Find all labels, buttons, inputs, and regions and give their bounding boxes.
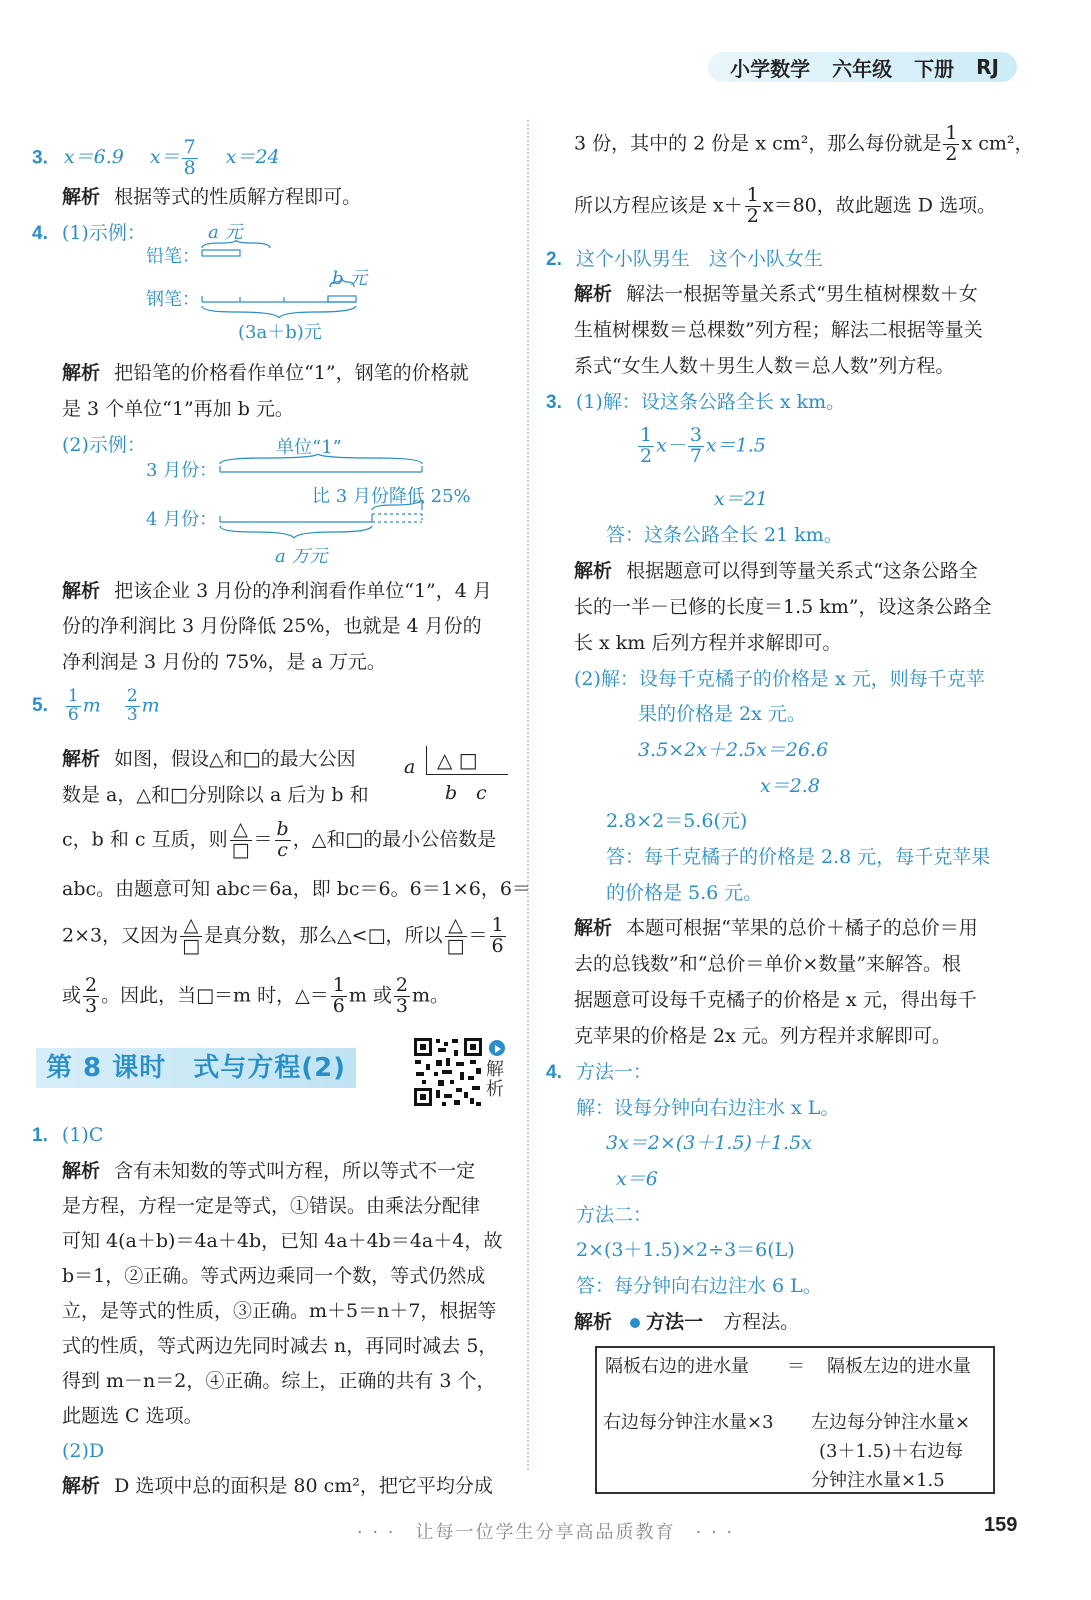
rq3-eq1: $\frac{1}{2}$ x－ $\frac{3}{7}$ x＝1.5 xyxy=(640,424,766,467)
qr-label: 解析 xyxy=(486,1059,504,1100)
rq3-part1: 3. (1)解：设这条公路全长 x km。 xyxy=(546,391,846,413)
header-subject: 小学数学 xyxy=(730,56,811,81)
rq2-answer: 2. 这个小队男生 这个小队女生 xyxy=(546,248,823,270)
header-volume: 下册 xyxy=(914,56,955,81)
equation-box: 隔板右边的进水量 ＝ 隔板左边的进水量 右边每分钟注水量×3 左边每分钟注水量× (3＋1.5)＋右边每 分钟注水量×1.5 xyxy=(595,1346,995,1494)
q5-analysis-l3: c，b 和 c 互质，则 $\frac{\triangle}{□}$ ＝ $\frac{b}{c}$ ，△和□的最小公倍数是 xyxy=(62,818,497,861)
rq4-method1: 4. 方法一： xyxy=(546,1061,652,1083)
header-edition: RJ xyxy=(976,55,999,79)
q5-analysis-l2: 数是 a，△和□分别除以 a 后为 b 和 xyxy=(62,784,369,806)
q4-analysis-1-l1: 解析 把铅笔的价格看作单位“1”，钢笔的价格就 xyxy=(62,362,469,384)
q3-answer: 3. x＝6.9 x＝ $\frac{7}{8}$ x＝24 xyxy=(32,136,280,179)
rq3-part2-l1: (2)解：设每千克橘子的价格是 x 元，则每千克苹 xyxy=(574,668,985,690)
cont-l2: 所以方程应该是 x＋ $\frac{1}{2}$ x＝80，故此题选 D 选项。 xyxy=(574,184,997,227)
s1-analysis-l1: 解析 含有未知数的等式叫方程，所以等式不一定 xyxy=(62,1160,476,1182)
rq3-analysis2-l3: 据题意可设每千克橘子的价格是 x 元，得出每千 xyxy=(574,989,977,1011)
s1-analysis-l3: 可知 4(a＋b)＝4a＋4b，已知 4a＋4b＝4a＋4，故 xyxy=(62,1230,503,1252)
rq3-analysis2-l2: 去的总钱数”和“总价＝单价×数量”来解答。根 xyxy=(574,953,962,975)
footer-slogan: · · · 让每一位学生分享高品质教育 · · · xyxy=(356,1522,735,1543)
rq4-method2: 方法二： xyxy=(576,1204,653,1226)
rq3-analysis1-l2: 长的一半－已修的长度＝1.5 km”，设这条公路全 xyxy=(574,596,992,618)
play-icon[interactable] xyxy=(489,1040,505,1056)
rq3-eq2: x＝21 xyxy=(714,488,768,510)
q5-analysis-l6: 或 $\frac{2}{3}$ 。因此，当□＝m 时，△＝ $\frac{1}{6}$ m 或 $\frac{2}{3}$ m。 xyxy=(62,974,450,1017)
header-pill xyxy=(708,52,1017,82)
s1-analysis-2: 解析 D 选项中总的面积是 80 cm²，把它平均分成 xyxy=(62,1475,493,1497)
q4-analysis-1-l2: 是 3 个单位“1”再加 b 元。 xyxy=(62,398,294,420)
rq3-analysis2-l1: 解析 本题可根据“苹果的总价＋橘子的总价＝用 xyxy=(574,917,978,939)
rq4-setup: 解：设每分钟向右边注水 x L。 xyxy=(576,1097,840,1119)
rq3-part2-eq1: 3.5×2x＋2.5x＝26.6 xyxy=(638,739,829,761)
q4-analysis-2-l2: 份的净利润比 3 月份降低 25%，也就是 4 月份的 xyxy=(62,615,482,637)
cont-l1: 3 份，其中的 2 份是 x cm²，那么每份就是 $\frac{1}{2}$ x cm²， xyxy=(574,122,1034,165)
rq3-part2-l2: 果的价格是 2x 元。 xyxy=(638,703,806,725)
q4-analysis-2-l1: 解析 把该企业 3 月份的净利润看作单位“1”，4 月 xyxy=(62,580,492,602)
q5-analysis-l4: abc。由题意可知 abc＝6a，即 bc＝6。6＝1×6，6＝ xyxy=(62,878,531,900)
q4-part1: 4. (1)示例： xyxy=(32,222,146,244)
q3-analysis: 解析 根据等式的性质解方程即可。 xyxy=(62,186,362,208)
q5-analysis-l1: 解析 如图，假设△和□的最大公因 xyxy=(62,748,356,770)
s1-analysis-l7: 得到 m－n＝2，④正确。综上，正确的共有 3 个， xyxy=(62,1370,496,1392)
qr-code-icon[interactable] xyxy=(412,1036,484,1108)
rq3-part2-eq3: 2.8×2＝5.6(元) xyxy=(606,810,748,832)
rq4-eq1: 3x＝2×(3＋1.5)＋1.5x xyxy=(606,1132,812,1154)
q4-analysis-2-l3: 净利润是 3 月份的 75%，是 a 万元。 xyxy=(62,651,386,673)
rq3-part2-eq2: x＝2.8 xyxy=(760,775,820,797)
s1-analysis-l4: b＝1，②正确。等式两边乘同一个数，等式仍然成 xyxy=(62,1265,486,1287)
s1-analysis-l2: 是方程，方程一定是等式，①错误。由乘法分配律 xyxy=(62,1195,481,1217)
column-divider xyxy=(527,120,529,1470)
rq3-part2-ans1: 答：每千克橘子的价格是 2.8 元，每千克苹果 xyxy=(606,846,991,868)
q5-answer: 5. $\frac{1}{6}$ m $\frac{2}{3}$ m xyxy=(32,686,160,725)
s1-part2: (2)D xyxy=(62,1440,105,1462)
rq3-part2-ans2: 的价格是 5.6 元。 xyxy=(606,882,763,904)
s1-analysis-l8: 此题选 C 选项。 xyxy=(62,1405,203,1427)
rq2-analysis-l3: 系式“女生人数＋男生人数＝总人数”列方程。 xyxy=(574,355,955,377)
bullet-icon xyxy=(630,1318,640,1328)
rq4-eq3: 2×(3＋1.5)×2÷3＝6(L) xyxy=(576,1239,795,1261)
rq3-analysis2-l4: 克苹果的价格是 2x 元。列方程并求解即可。 xyxy=(574,1025,951,1047)
diagram-profit-lines xyxy=(214,454,426,550)
rq4-analysis: 解析 方法一 方程法。 xyxy=(574,1311,800,1333)
q4-part2: (2)示例： xyxy=(62,434,146,456)
rq2-analysis-l1: 解析 解法一根据等量关系式“男生植树棵数＋女 xyxy=(574,283,978,305)
diagram-pencil-pen-lines xyxy=(196,240,366,324)
rq4-ans: 答：每分钟向右边注水 6 L。 xyxy=(576,1275,822,1297)
rq2-analysis-l2: 生植树棵数＝总棵数”列方程；解法二根据等量关 xyxy=(574,319,983,341)
q5-analysis-l5: 2×3，又因为 $\frac{\triangle}{□}$ 是真分数，那么△<□，所以 $\frac{\triangle}{□}$ ＝ $\frac{1}{6}$ xyxy=(62,914,504,957)
rq3-ans1: 答：这条公路全长 21 km。 xyxy=(606,524,843,546)
header-grade: 六年级 xyxy=(832,56,893,81)
rq3-analysis1-l3: 长 x km 后列方程并求解即可。 xyxy=(574,632,842,654)
s1-part1: 1. (1)C xyxy=(32,1124,104,1146)
s1-analysis-l5: 立，是等式的性质，③正确。m＋5＝n＋7，根据等 xyxy=(62,1300,497,1322)
rq3-analysis1-l1: 解析 根据题意可以得到等量关系式“这条公路全 xyxy=(574,560,978,582)
page-number: 159 xyxy=(984,1514,1018,1536)
rq4-eq2: x＝6 xyxy=(616,1168,658,1190)
lesson-title: 第 8 课时 式与方程(2) xyxy=(36,1048,356,1088)
s1-analysis-l6: 式的性质，等式两边先同时减去 n，再同时减去 5， xyxy=(62,1335,498,1357)
